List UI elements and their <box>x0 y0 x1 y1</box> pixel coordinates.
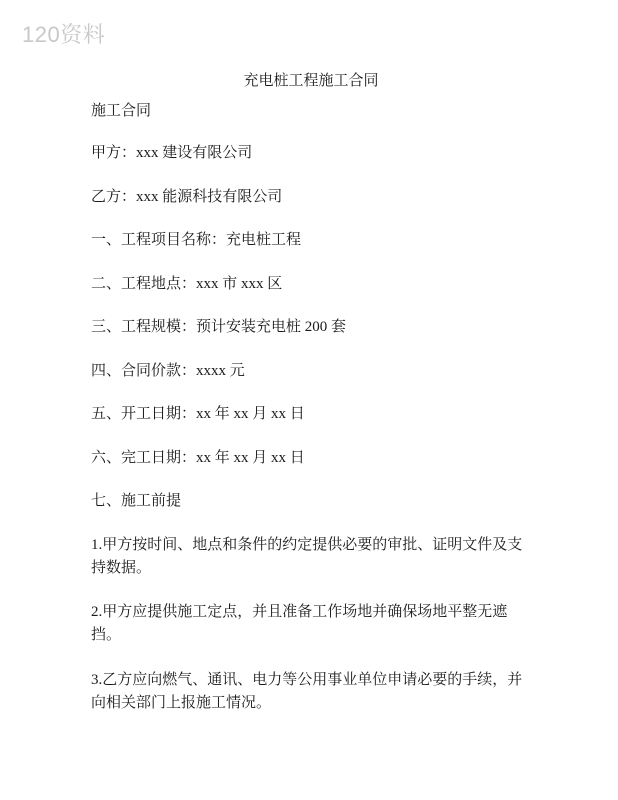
paragraph-contract-heading: 施工合同 <box>91 103 152 119</box>
paragraph-contract-price: 四、合同价款：xxxx 元 <box>91 362 245 379</box>
paragraph-clause-3: 3.乙方应向燃气、通讯、电力等公用事业单位申请必要的手续，并向相关部门上报施工情况。 <box>91 671 523 711</box>
paragraph-completion-date: 六、完工日期：xx 年 xx 月 xx 日 <box>91 449 305 466</box>
paragraph-clause-1: 1.甲方按时间、地点和条件的约定提供必要的审批、证明文件及支持数据。 <box>91 536 523 576</box>
document-title: 充电桩工程施工合同 <box>243 73 379 89</box>
paragraph-construction-prerequisites: 七、施工前提 <box>91 493 182 509</box>
paragraph-clause-2: 2.甲方应提供施工定点，并且准备工作场地并确保场地平整无遮挡。 <box>91 604 508 643</box>
watermark-logo: 120资料 <box>22 22 106 47</box>
paragraph-project-name: 一、工程项目名称：充电桩工程 <box>91 232 302 248</box>
paragraph-project-scale: 三、工程规模：预计安装充电桩 200 套 <box>91 319 347 335</box>
paragraph-start-date: 五、开工日期：xx 年 xx 月 xx 日 <box>91 406 305 422</box>
paragraph-party-a: 甲方：xxx 建设有限公司 <box>91 145 253 161</box>
document-page <box>91 70 531 736</box>
paragraph-party-b: 乙方：xxx 能源科技有限公司 <box>91 188 283 205</box>
paragraph-project-location: 二、工程地点：xxx 市 xxx 区 <box>91 275 283 292</box>
